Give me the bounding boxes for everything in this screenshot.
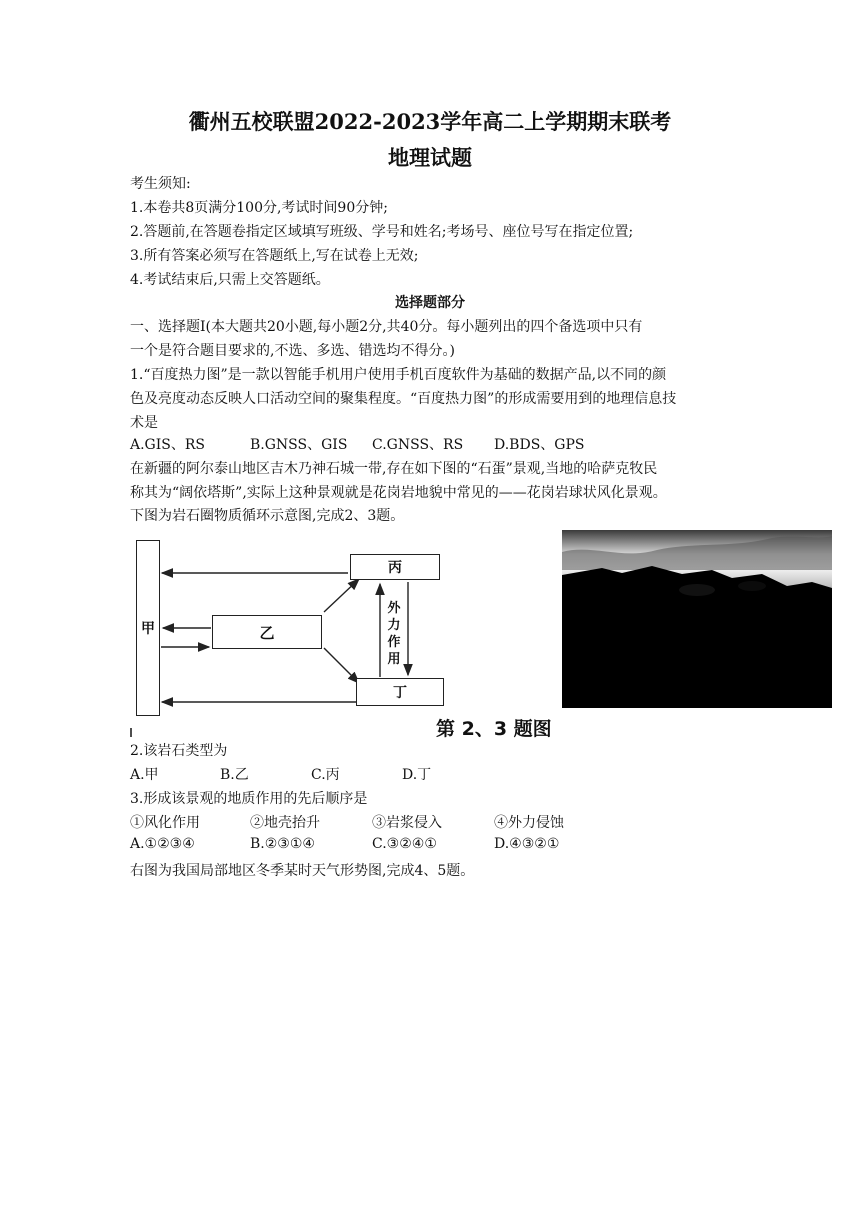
- arrow-yi-to-bing: [324, 579, 359, 612]
- q3-process-3: ③岩浆侵入: [372, 815, 442, 831]
- q3-option-b: B.②③①④: [250, 836, 315, 852]
- q1-stem: 术是: [130, 415, 158, 431]
- figure-caption: 第 2、3 题图: [436, 718, 552, 740]
- notice-item: 2.答题前,在答题卷指定区域填写班级、学号和姓名;考场号、座位号写在指定位置;: [130, 224, 634, 240]
- box-bing: 丙: [350, 554, 440, 580]
- q2-stem: 2.该岩石类型为: [130, 743, 228, 759]
- q3-option-d: D.④③②①: [494, 836, 560, 852]
- arrow-yi-to-ding: [324, 648, 359, 683]
- section-title: 选择题部分: [395, 295, 465, 311]
- q3-option-a: A.①②③④: [130, 836, 195, 852]
- box-yi: 乙: [212, 615, 322, 649]
- q1-option-a: A.GIS、RS: [130, 437, 205, 453]
- q1-stem: 1.“百度热力图”是一款以智能手机用户使用手机百度软件为基础的数据产品,以不同的颜: [130, 367, 667, 383]
- passage-line: 右图为我国局部地区冬季某时天气形势图,完成4、5题。: [130, 863, 475, 879]
- notice-item: 3.所有答案必须写在答题纸上,写在试卷上无效;: [130, 248, 419, 264]
- rock-cycle-diagram: [126, 530, 456, 740]
- section-intro: 一个是符合题目要求的,不选、多选、错选均不得分。): [130, 343, 455, 359]
- q1-option-b: B.GNSS、GIS: [250, 437, 348, 453]
- q2-option-a: A.甲: [130, 767, 159, 783]
- exam-title: 衢州五校联盟2022-2023学年高二上学期期末联考: [188, 109, 672, 134]
- q1-option-d: D.BDS、GPS: [494, 437, 585, 453]
- q3-stem: 3.形成该景观的地质作用的先后顺序是: [130, 791, 368, 807]
- q3-options: [130, 836, 730, 856]
- q2-option-b: B.乙: [220, 767, 249, 783]
- q1-stem: 色及亮度动态反映人口活动空间的聚集程度。“百度热力图”的形成需要用到的地理信息技: [130, 391, 677, 407]
- passage-line: 下图为岩石圈物质循环示意图,完成2、3题。: [130, 508, 405, 524]
- q1-options: [130, 434, 730, 454]
- box-ding: 丁: [356, 678, 444, 706]
- box-jia: 甲: [136, 540, 160, 716]
- section-intro: 一、选择题Ⅰ(本大题共20小题,每小题2分,共40分。每小题列出的四个备选项中只有: [130, 319, 643, 335]
- passage-line: 在新疆的阿尔泰山地区吉木乃神石城一带,存在如下图的“石蛋”景观,当地的哈萨克牧民: [130, 461, 658, 477]
- q2-option-c: C.丙: [311, 767, 340, 783]
- external-force-label: 外力作用: [387, 601, 401, 667]
- passage-line: 称其为“阔依塔斯”,实际上这种景观就是花岗岩地貌中常见的——花岗岩球状风化景观。: [130, 485, 667, 501]
- q3-processes: [130, 812, 730, 832]
- q2-options: [130, 764, 630, 784]
- q3-process-4: ④外力侵蚀: [494, 815, 564, 831]
- landscape-image: [562, 530, 832, 708]
- exam-subject: 地理试题: [388, 145, 472, 170]
- notice-item: 4.考试结束后,只需上交答题纸。: [130, 272, 330, 288]
- q1-option-c: C.GNSS、RS: [372, 437, 464, 453]
- q3-option-c: C.③②④①: [372, 836, 437, 852]
- granite-landscape-photo: [562, 530, 832, 708]
- notice-heading: 考生须知:: [130, 176, 191, 192]
- q3-process-1: ①风化作用: [130, 815, 200, 831]
- notice-item: 1.本卷共8页满分100分,考试时间90分钟;: [130, 200, 388, 216]
- q3-process-2: ②地壳抬升: [250, 815, 320, 831]
- q2-option-d: D.丁: [402, 767, 432, 783]
